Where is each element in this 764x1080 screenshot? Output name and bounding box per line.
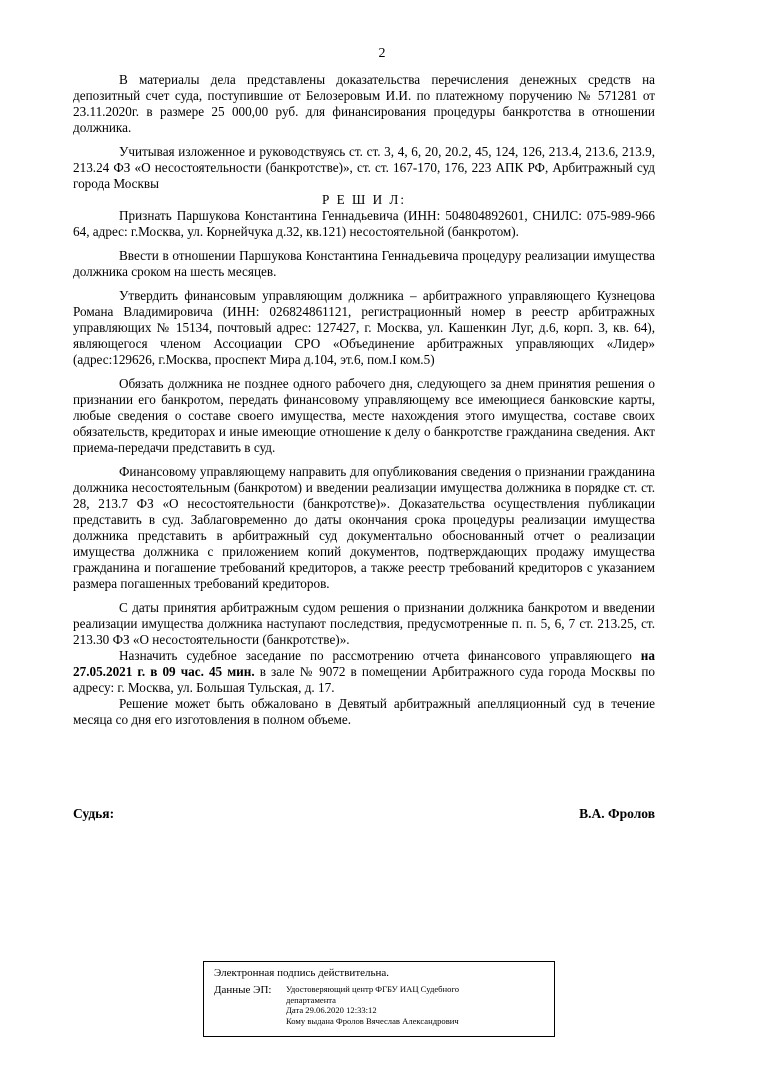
hearing-place: в зале № 9072 в помещении Арбитражного суда города Москвы по адресу: г. Москва, ул. Большая Тульская, д. 17. xyxy=(73,664,655,695)
decision-item-publication: Финансовому управляющему направить для опубликования сведения о признании гражданина должника несостоятельным (банкротом) и введении реализации имущества должника в порядке ст. ст. 28, 213.7 ФЗ «О несостоятельности (банкротстве)». Доказательства осуществления публикации представить в суд. Заблаговременно до даты окончания срока процедуры реализации имущества должника представить в арбитражный суд документально обоснованный отчет о реализации имущества должника с приложением копий документов, подтверждающих продажу имущества гражданина и погашение требований кредиторов, а также реестр требований кредиторов с указанием размера погашенных требований кредиторов. xyxy=(73,464,655,591)
judge-signature xyxy=(73,806,655,822)
appeal-paragraph: Решение может быть обжаловано в Девятый арбитражный апелляционный суд в течение месяца со дня его изготовления в полном объеме. xyxy=(73,696,655,727)
decision-item-bankrupt: Признать Паршукова Константина Геннадьевича (ИНН: 504804892601, СНИЛС: 075-989-966 64, адрес: г.Москва, ул. Корнейчука д.32, кв.121) несостоятельной (банкротом). xyxy=(73,208,655,239)
esig-title: Электронная подпись действительна. xyxy=(214,967,390,979)
decision-item-obligations: Обязать должника не позднее одного рабочего дня, следующего за днем принятия решения о признании его банкротом, передать финансовому управляющему все имеющиеся банковские карты, любые сведения о составе своего имущества, месте нахождения этого имущества, составе своих обязательств, кредиторах и иные имеющие отношение к делу о банкротстве гражданина сведения. Акт приема-передачи представить в суд. xyxy=(73,376,655,455)
decision-item-hearing xyxy=(73,648,655,696)
esig-details xyxy=(286,984,459,1026)
document-body xyxy=(73,72,655,728)
decision-heading: Р Е Ш И Л: xyxy=(321,192,406,207)
electronic-signature-stamp xyxy=(203,961,555,1037)
decision-item-consequences: С даты принятия арбитражным судом решения о признании должника банкротом и введении реализации имущества должника наступают последствия, предусмотренные п. п. 5, 6, 7 ст. 213.25, ст. 213.30 ФЗ «О несостоятельности (банкротстве)». xyxy=(73,600,655,647)
hearing-intro: Назначить судебное заседание по рассмотрению отчета финансового управляющего xyxy=(119,648,632,663)
esig-label: Данные ЭП: xyxy=(214,984,272,996)
paragraph-evidence: В материалы дела представлены доказательства перечисления денежных средств на депозитный счет суда, поступившие от Белозеровым И.И. по платежному поручению № 571281 от 23.11.2020г. в размере 25 000,00 руб. для финансирования процедуры банкротства в отношении должника. xyxy=(73,72,655,135)
paragraph-legal-basis: Учитывая изложенное и руководствуясь ст. ст. 3, 4, 6, 20, 20.2, 45, 124, 126, 213.4, 213.6, 213.9, 213.24 ФЗ «О несостоятельности (банкротстве)», ст. ст. 167-170, 176, 223 АПК РФ, Арбитражный суд города Москвы xyxy=(73,144,655,191)
judge-name: В.А. Фролов xyxy=(579,806,655,821)
esig-data-row xyxy=(214,984,544,1026)
esig-line: Дата 29.06.2020 12:33:12 xyxy=(286,1005,377,1015)
decision-item-manager: Утвердить финансовым управляющим должника – арбитражного управляющего Кузнецова Романа Владимировича (ИНН: 026824861121, регистрационный номер в реестр арбитражных управляющих № 15134, почтовый адрес: 127427, г. Москва, ул. Кашенкин Луг, д.6, корп. 3, кв. 64), являющегося членом Ассоциации СРО «Объединение арбитражных управляющих «Лидер» (адрес:129626, г.Москва, проспект Мира д.104, эт.6, пом.I ком.5) xyxy=(73,288,655,367)
esig-line: Удостоверяющий центр ФГБУ ИАЦ Судебного xyxy=(286,984,460,994)
esig-line: Кому выдана Фролов Вячеслав Александрович xyxy=(286,1015,459,1026)
decision-item-procedure: Ввести в отношении Паршукова Константина Геннадьевича процедуру реализации имущества должника сроком на шесть месяцев. xyxy=(73,248,655,279)
page-number: 2 xyxy=(378,46,386,61)
judge-label: Судья: xyxy=(73,806,115,821)
esig-line: департамента xyxy=(286,994,336,1005)
hearing-datetime: на 27.05.2021 г. в 09 час. 45 мин. xyxy=(73,648,655,679)
